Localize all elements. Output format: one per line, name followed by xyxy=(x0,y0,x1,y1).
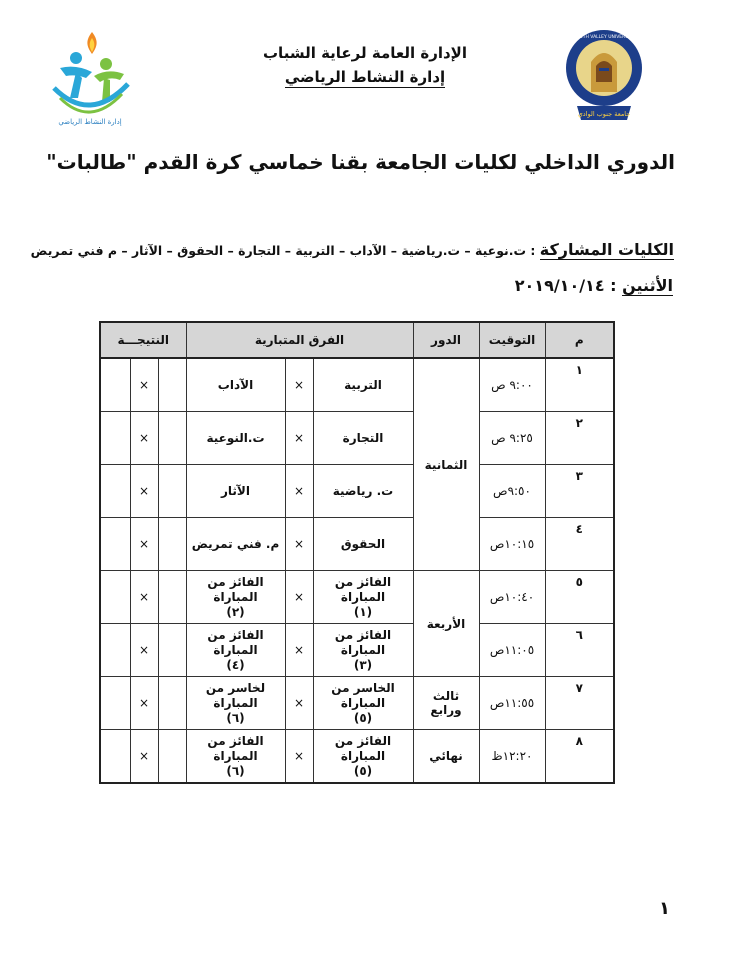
team-2: م. فني تمريض xyxy=(186,518,285,571)
result-cell xyxy=(100,624,130,677)
match-time: ١١:٠٥ص xyxy=(479,624,545,677)
result-separator: × xyxy=(130,571,158,624)
result-cell xyxy=(100,465,130,518)
header-line-2 xyxy=(280,68,450,86)
team-2-line-1: الفائز من المباراة xyxy=(207,627,264,657)
header-result: النتيجـــة xyxy=(100,322,186,358)
match-time: ١١:٥٥ص xyxy=(479,677,545,730)
result-cell xyxy=(158,730,186,784)
team-1-line-1: الخاسر من المباراة xyxy=(331,680,395,710)
match-time: ١٠:٤٠ص xyxy=(479,571,545,624)
logo-right-caption: جامعة جنوب الوادي xyxy=(577,110,631,118)
result-cell xyxy=(158,412,186,465)
table-row xyxy=(100,412,614,465)
team-2 xyxy=(186,677,285,730)
team-1: الحقوق xyxy=(313,518,413,571)
stage-fourth: ورابع xyxy=(430,703,462,717)
result-separator: × xyxy=(130,677,158,730)
team-1-line-2: (٥) xyxy=(353,763,373,778)
table-row xyxy=(100,730,614,784)
participants-label: الكليات المشاركة xyxy=(539,240,674,259)
stage-third: ثالث xyxy=(432,689,460,703)
stage-round4: الأربعة xyxy=(413,571,479,677)
participants-list: ت.نوعية – ت.رياضية – الآداب – التربية – التجارة – الحقوق – الآثار – م فني تمريض xyxy=(30,243,527,258)
match-num: ١ xyxy=(545,358,614,412)
match-num: ٧ xyxy=(545,677,614,730)
university-logo xyxy=(563,22,645,134)
result-separator: × xyxy=(130,518,158,571)
table-row xyxy=(100,518,614,571)
header-teams: الفرق المتبارية xyxy=(186,322,413,358)
team-1-line-2: (١) xyxy=(353,604,373,619)
match-time: ١٢:٢٠ظ xyxy=(479,730,545,784)
team-1-line-2: (٣) xyxy=(353,657,373,672)
header-line-1: الإدارة العامة لرعاية الشباب xyxy=(262,44,467,62)
team-2-line-2: (٦) xyxy=(226,763,245,778)
team-1-line-1: الفائز من المباراة xyxy=(334,627,392,657)
result-cell xyxy=(100,358,130,412)
team-2-line-1: الفائز من المباراة xyxy=(207,574,264,604)
participants-line xyxy=(30,240,674,259)
versus-mark: × xyxy=(285,730,313,784)
date-sep: : xyxy=(604,276,623,295)
table-row xyxy=(100,571,614,624)
team-2 xyxy=(186,571,285,624)
team-2-line-2: (٤) xyxy=(226,657,245,672)
result-cell xyxy=(158,518,186,571)
versus-mark: × xyxy=(285,677,313,730)
team-1: ت. رياضية xyxy=(313,465,413,518)
match-num: ٥ xyxy=(545,571,614,624)
team-2: ت.النوعية xyxy=(186,412,285,465)
team-2-line-1: الفائز من المباراة xyxy=(207,733,264,763)
team-2-line-1: لخاسر من المباراة xyxy=(205,680,266,710)
team-1-line-2: (٥) xyxy=(353,710,373,725)
match-time: ٩:٥٠ص xyxy=(479,465,545,518)
result-separator: × xyxy=(130,465,158,518)
result-cell xyxy=(158,571,186,624)
team-2-line-2: (٦) xyxy=(226,710,245,725)
match-num: ٤ xyxy=(545,518,614,571)
match-time: ١٠:١٥ص xyxy=(479,518,545,571)
result-separator: × xyxy=(130,730,158,784)
page-title: الدوري الداخلي لكليات الجامعة بقنا خماسي كرة القدم "طالبات" xyxy=(46,150,675,174)
match-time: ٩:٠٠ ص xyxy=(479,358,545,412)
result-cell xyxy=(158,624,186,677)
team-2 xyxy=(186,730,285,784)
team-1 xyxy=(313,571,413,624)
result-separator: × xyxy=(130,358,158,412)
header-time: التوقيت xyxy=(479,322,545,358)
team-2-line-2: (٢) xyxy=(226,604,245,619)
date-value: ٢٠١٩/١٠/١٤ xyxy=(514,276,605,295)
table-row xyxy=(100,358,614,412)
stage-third-fourth xyxy=(413,677,479,730)
result-cell xyxy=(158,465,186,518)
header-line-2-text: إدارة النشاط الرياضي xyxy=(284,68,446,86)
table-row xyxy=(100,624,614,677)
match-num: ٦ xyxy=(545,624,614,677)
date-line xyxy=(360,276,673,295)
page-number: ١ xyxy=(659,898,670,919)
team-2: الآثار xyxy=(186,465,285,518)
versus-mark: × xyxy=(285,465,313,518)
header-num: م xyxy=(545,322,614,358)
team-2 xyxy=(186,624,285,677)
result-separator: × xyxy=(130,412,158,465)
schedule-table xyxy=(99,321,615,784)
table-row xyxy=(100,677,614,730)
result-cell xyxy=(158,358,186,412)
versus-mark: × xyxy=(285,518,313,571)
stage-final: نهائي xyxy=(413,730,479,784)
team-1: التربية xyxy=(313,358,413,412)
result-cell xyxy=(100,518,130,571)
result-separator: × xyxy=(130,624,158,677)
table-header-row xyxy=(100,322,614,358)
versus-mark: × xyxy=(285,412,313,465)
team-2: الآداب xyxy=(186,358,285,412)
result-cell xyxy=(100,677,130,730)
team-1 xyxy=(313,730,413,784)
versus-mark: × xyxy=(285,358,313,412)
stage-round8: الثمانية xyxy=(413,358,479,571)
result-cell xyxy=(158,677,186,730)
result-cell xyxy=(100,571,130,624)
match-num: ٣ xyxy=(545,465,614,518)
match-num: ٨ xyxy=(545,730,614,784)
team-1-line-1: الفائز من المباراة xyxy=(334,574,392,604)
sports-activity-logo xyxy=(40,28,140,128)
match-time: ٩:٢٥ ص xyxy=(479,412,545,465)
participants-sep: : xyxy=(526,243,540,258)
result-cell xyxy=(100,730,130,784)
logo-right-ring-text: SOUTH VALLEY UNIVERSITY xyxy=(573,35,635,40)
result-cell xyxy=(100,412,130,465)
header-stage: الدور xyxy=(413,322,479,358)
team-1 xyxy=(313,677,413,730)
versus-mark: × xyxy=(285,624,313,677)
day-label: الأثنين xyxy=(622,276,673,295)
match-num: ٢ xyxy=(545,412,614,465)
versus-mark: × xyxy=(285,571,313,624)
logo-left-caption: إدارة النشاط الرياضي xyxy=(58,118,122,126)
team-1: التجارة xyxy=(313,412,413,465)
team-1 xyxy=(313,624,413,677)
team-1-line-1: الفائز من المباراة xyxy=(334,733,392,763)
table-row xyxy=(100,465,614,518)
